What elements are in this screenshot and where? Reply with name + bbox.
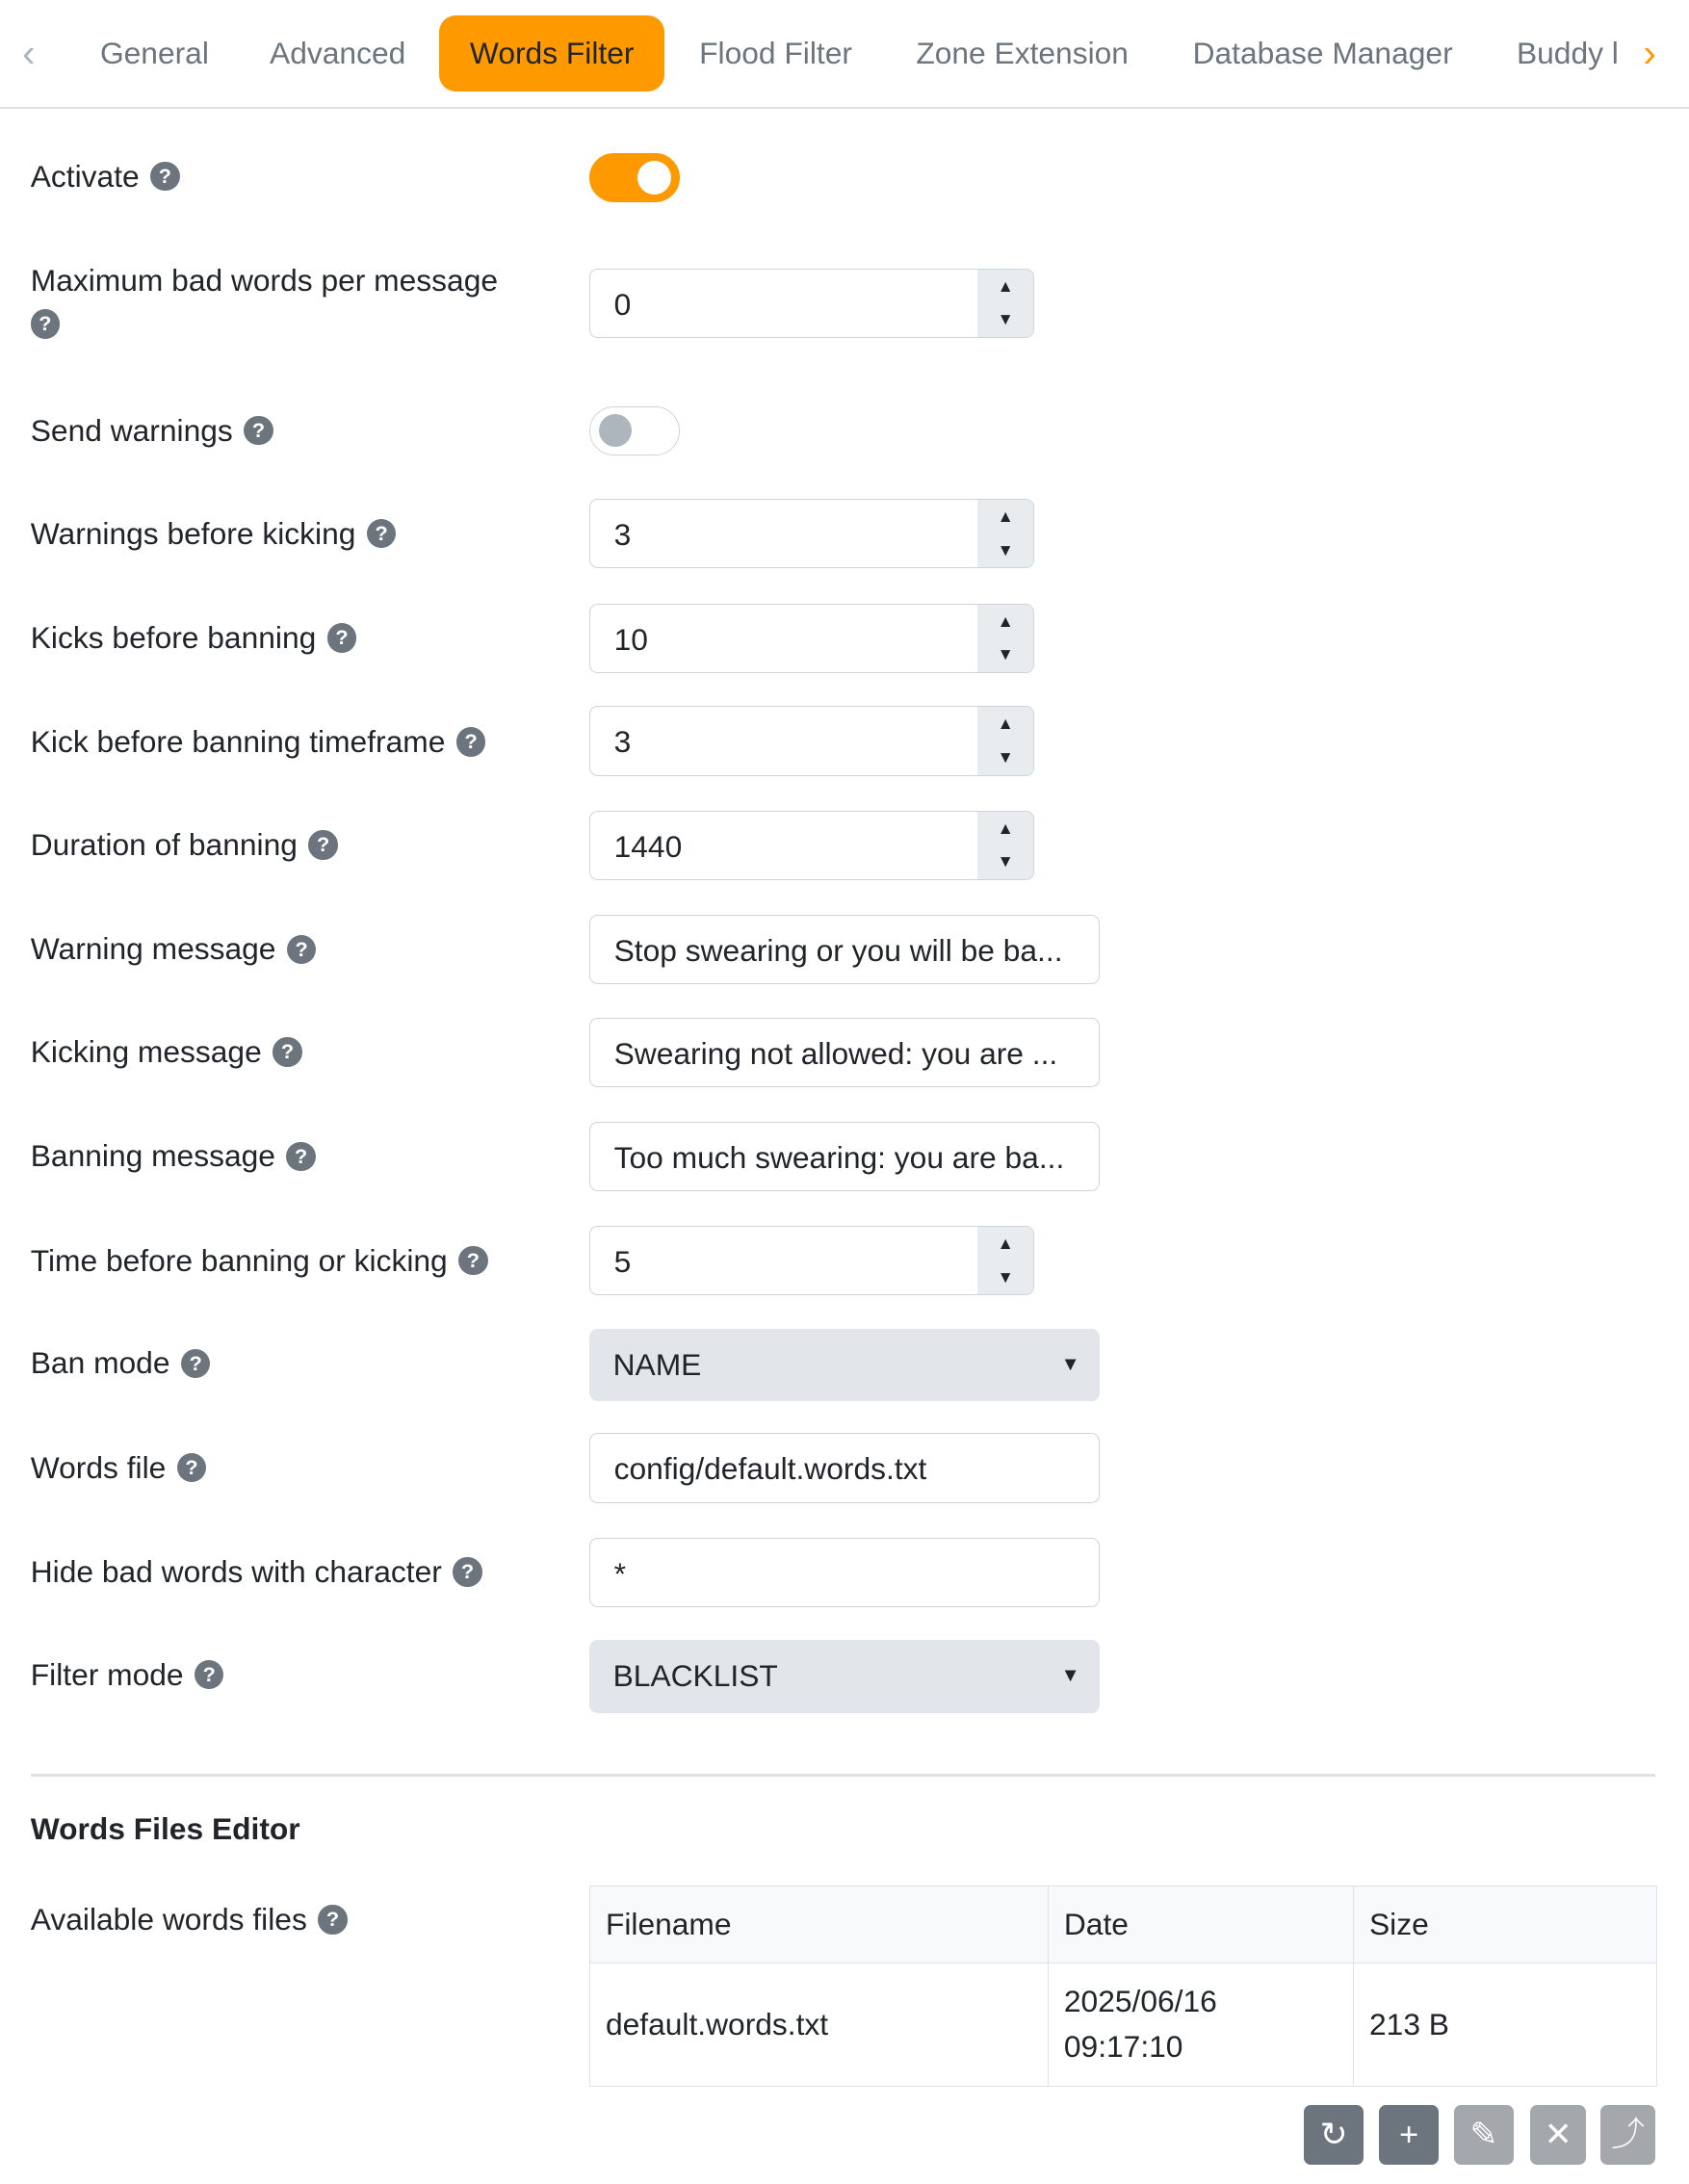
input-value: 5	[613, 1244, 632, 1280]
ban-duration-label	[31, 827, 338, 863]
date-text: 2025/06/16	[1063, 1983, 1217, 2018]
hide-char-label	[31, 1554, 482, 1590]
label-text: Kicks before banning	[30, 619, 317, 655]
upload-button[interactable]	[1600, 2105, 1656, 2165]
filter-mode-label	[31, 1657, 224, 1693]
label-text: Warnings before kicking	[30, 515, 356, 551]
help-icon[interactable]: ?	[287, 935, 316, 964]
label-text: Ban mode	[30, 1345, 170, 1381]
words-file-input[interactable]: config/default.words.txt	[589, 1433, 1100, 1502]
warnings-before-kicking-input[interactable]	[589, 499, 1034, 568]
kicks-before-banning-label	[31, 620, 356, 656]
toggle-knob	[637, 161, 671, 195]
pencil-icon: ✎	[1469, 2116, 1498, 2153]
label-text: Duration of banning	[30, 826, 298, 862]
label-text: Available words files	[30, 1901, 307, 1937]
kicks-before-banning-input[interactable]	[589, 604, 1034, 673]
spinner[interactable]: ▲ ▼	[977, 812, 1033, 879]
activate-toggle[interactable]	[589, 153, 680, 202]
help-icon[interactable]: ?	[244, 416, 273, 445]
column-filename[interactable]: Filename	[590, 1885, 1049, 1963]
warning-message-input[interactable]: Stop swearing or you will be ba...	[589, 915, 1100, 984]
label-text: Kick before banning timeframe	[30, 724, 446, 760]
chevron-right-icon[interactable]: ›	[1643, 30, 1656, 75]
cell-date	[1049, 1963, 1354, 2086]
upload-icon: ⤴	[1611, 2116, 1645, 2153]
caret-down-icon: ▼	[1060, 1665, 1080, 1687]
tab-words-filter[interactable]: Words Filter	[439, 15, 664, 91]
table-row[interactable]	[590, 1963, 1657, 2086]
label-text: Kicking message	[30, 1034, 262, 1070]
warning-message-label	[31, 931, 317, 967]
plus-icon: +	[1398, 2116, 1419, 2153]
help-icon[interactable]: ?	[453, 1557, 481, 1586]
help-icon[interactable]: ?	[327, 623, 356, 652]
edit-button[interactable]	[1454, 2105, 1514, 2165]
help-icon[interactable]: ?	[367, 519, 396, 548]
cell-filename: default.words.txt	[590, 1963, 1049, 2086]
select-value: NAME	[612, 1347, 702, 1383]
label-text: Send warnings	[30, 412, 233, 448]
help-icon[interactable]: ?	[273, 1037, 301, 1066]
column-date[interactable]: Date	[1049, 1885, 1354, 1963]
available-files-label	[31, 1902, 348, 1937]
help-icon[interactable]: ?	[195, 1660, 223, 1689]
refresh-icon: ↻	[1319, 2116, 1348, 2153]
label-text: Maximum bad words per message	[30, 262, 499, 298]
label-text: Banning message	[30, 1138, 275, 1174]
spinner[interactable]: ▲ ▼	[977, 1227, 1033, 1294]
send-warnings-label	[31, 413, 273, 449]
column-size[interactable]: Size	[1354, 1885, 1657, 1963]
time-before-input[interactable]	[589, 1226, 1034, 1295]
spinner[interactable]: ▲ ▼	[977, 707, 1033, 774]
label-text: Activate	[30, 158, 140, 194]
spinner[interactable]: ▲ ▼	[977, 270, 1033, 337]
warnings-before-kicking-label	[31, 516, 397, 552]
help-icon[interactable]: ?	[177, 1453, 206, 1482]
ban-duration-input[interactable]	[589, 811, 1034, 880]
input-value: 10	[613, 621, 648, 657]
kicking-message-label	[31, 1034, 302, 1070]
hide-char-input[interactable]: *	[589, 1538, 1100, 1607]
send-warnings-toggle[interactable]	[589, 406, 680, 455]
toggle-knob	[599, 414, 633, 448]
tab-advanced[interactable]: Advanced	[270, 35, 406, 70]
time-before-label	[31, 1243, 488, 1279]
table-header	[590, 1885, 1657, 1963]
input-value: 3	[613, 517, 632, 553]
tab-zone-extension[interactable]: Zone Extension	[916, 35, 1129, 70]
help-icon[interactable]: ?	[31, 309, 60, 338]
divider	[31, 1774, 1656, 1777]
chevron-left-icon[interactable]: ‹	[22, 30, 36, 75]
cell-size: 213 B	[1354, 1963, 1657, 2086]
banning-message-input[interactable]: Too much swearing: you are ba...	[589, 1122, 1100, 1191]
select-value: BLACKLIST	[612, 1658, 778, 1694]
input-value: 3	[613, 724, 632, 760]
help-icon[interactable]: ?	[181, 1349, 210, 1378]
help-icon[interactable]: ?	[456, 727, 485, 756]
kicking-message-input[interactable]: Swearing not allowed: you are ...	[589, 1018, 1100, 1087]
close-icon: ✕	[1544, 2116, 1572, 2153]
ban-mode-label	[31, 1345, 211, 1381]
filter-mode-select[interactable]	[589, 1640, 1100, 1712]
label-text: Filter mode	[30, 1656, 184, 1692]
banning-message-label	[31, 1138, 316, 1174]
caret-down-icon: ▼	[1060, 1354, 1080, 1376]
tab-bar	[0, 0, 1689, 109]
input-value: 1440	[613, 828, 683, 864]
refresh-button[interactable]	[1304, 2105, 1364, 2165]
time-text: 09:17:10	[1063, 2029, 1183, 2065]
section-heading: Words Files Editor	[30, 1811, 300, 1846]
words-files-table	[589, 1885, 1657, 2087]
help-icon[interactable]: ?	[458, 1246, 487, 1275]
label-text: Time before banning or kicking	[30, 1242, 448, 1278]
input-value: 0	[613, 286, 632, 322]
max-bad-words-label	[31, 263, 498, 339]
kick-timeframe-input[interactable]	[589, 706, 1034, 775]
help-icon[interactable]: ?	[286, 1142, 315, 1171]
ban-mode-select[interactable]	[589, 1329, 1100, 1401]
tab-general[interactable]: General	[99, 35, 209, 70]
tab-database-manager[interactable]: Database Manager	[1192, 35, 1453, 70]
tab-buddy[interactable]: Buddy l	[1516, 35, 1619, 70]
label-text: Hide bad words with character	[30, 1553, 442, 1589]
help-icon[interactable]: ?	[150, 162, 179, 191]
help-icon[interactable]: ?	[318, 1905, 347, 1934]
max-bad-words-input[interactable]	[589, 269, 1034, 338]
words-file-label	[31, 1450, 206, 1486]
tab-flood-filter[interactable]: Flood Filter	[699, 35, 852, 70]
label-text: Warning message	[30, 931, 276, 967]
delete-button[interactable]	[1530, 2105, 1586, 2165]
help-icon[interactable]: ?	[308, 830, 337, 859]
spinner[interactable]: ▲ ▼	[977, 605, 1033, 672]
label-text: Words file	[30, 1449, 167, 1485]
spinner[interactable]: ▲ ▼	[977, 500, 1033, 567]
activate-label	[31, 159, 180, 195]
kick-timeframe-label	[31, 724, 485, 760]
add-button[interactable]	[1379, 2105, 1439, 2165]
